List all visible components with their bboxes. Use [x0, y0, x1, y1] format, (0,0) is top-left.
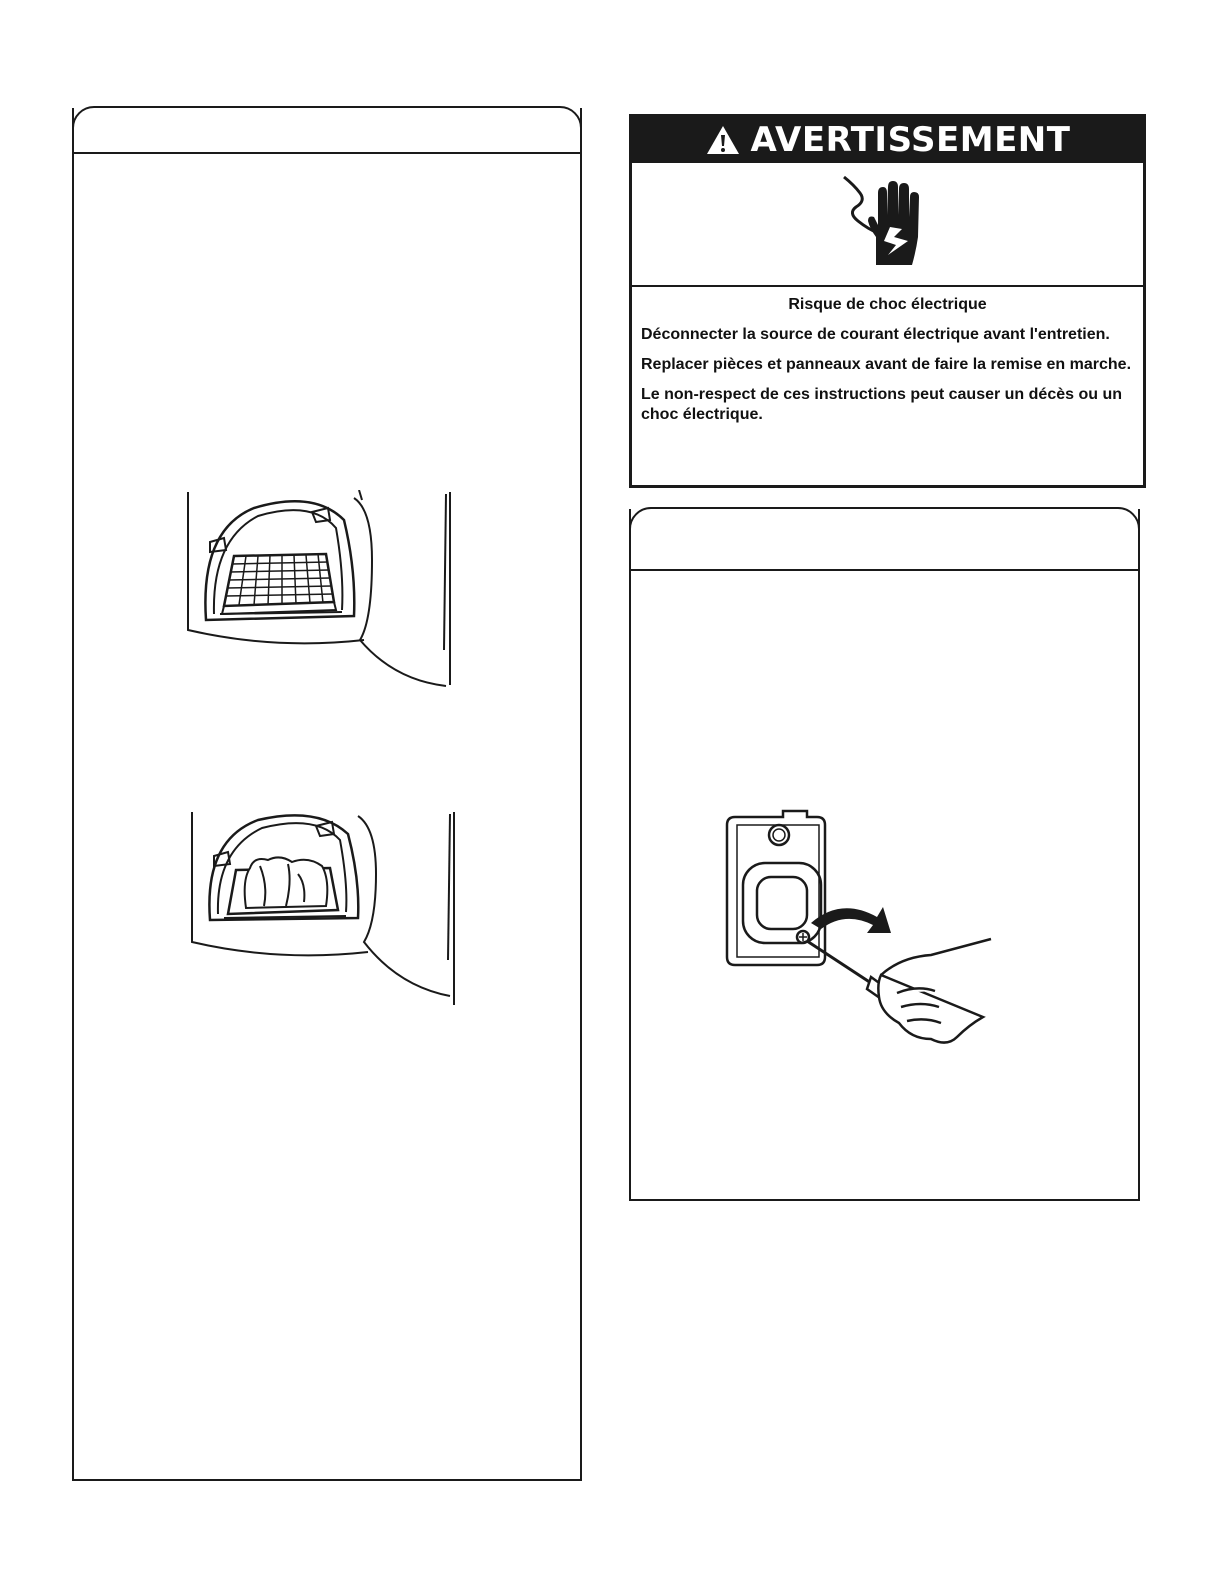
warning-title: AVERTISSEMENT — [750, 120, 1071, 160]
access-panel-screwdriver-illustration — [721, 807, 1001, 1057]
dryer-rack-empty-illustration — [184, 490, 474, 695]
warning-paragraph: Replacer pièces et panneaux avant de faire la remise en marche. — [641, 356, 1132, 373]
right-panel-header — [629, 507, 1140, 571]
warning-text — [641, 295, 1134, 435]
warning-header — [632, 117, 1143, 163]
dryer-rack-loaded-illustration — [188, 810, 478, 1015]
warning-paragraph: Déconnecter la source de courant électrique avant l'entretien. — [641, 326, 1110, 343]
warning-paragraph: Le non-respect de ces instructions peut causer un décès ou un choc électrique. — [641, 386, 1122, 423]
right-instruction-panel — [629, 509, 1140, 1201]
left-panel-header — [72, 106, 582, 154]
left-instruction-panel — [72, 108, 582, 1481]
electrical-shock-hand-icon — [838, 175, 922, 267]
warning-triangle-icon — [705, 124, 741, 156]
warning-subtitle: Risque de choc électrique — [788, 296, 987, 313]
warning-box — [629, 114, 1146, 488]
warning-icon-area — [632, 163, 1143, 287]
